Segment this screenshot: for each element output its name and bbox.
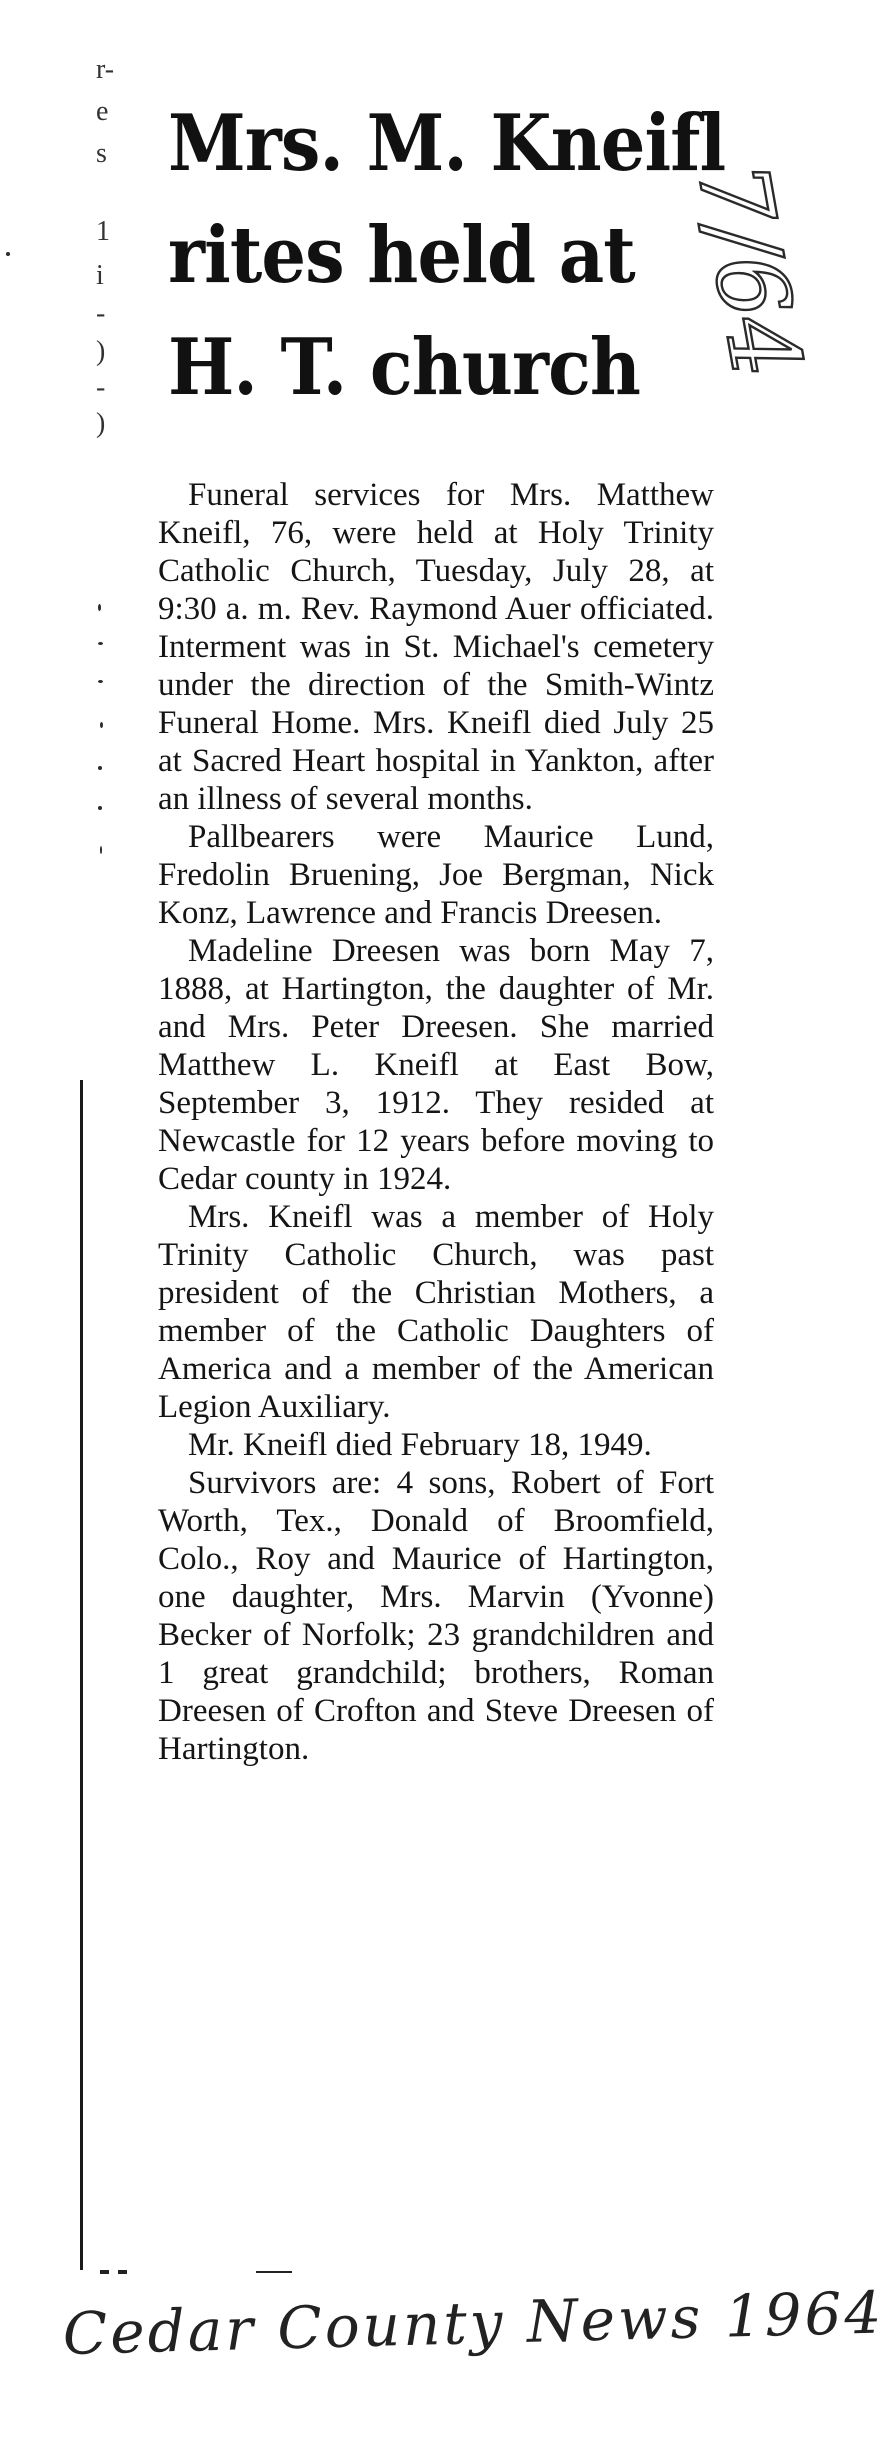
handwritten-date (640, 130, 824, 460)
headline-line: H. T. church (168, 322, 641, 413)
end-marks (96, 2266, 296, 2278)
article-body (158, 476, 714, 1768)
margin-fragment: i (96, 260, 104, 291)
margin-fragment: - (96, 298, 106, 329)
article-paragraph: Funeral services for Mrs. Matthew Kneifl, 76, were held at Holy Trinity Catholic Church, Tuesday, July 28, at 9:30 a. m. Rev. Raymond Auer officiated. Interment was in St. Michael's cemetery under the direction of the Smith-Wintz Funeral Home. Mrs. Kneifl died July 25 at Sacred Heart hospital in Yankton, after an illness of several months. (158, 477, 714, 817)
article-paragraph: Pallbearers were Maurice Lund, Fredolin Bruening, Joe Bergman, Nick Konz, Lawrence and Francis Dreesen. (158, 819, 714, 931)
ink-speck (98, 766, 102, 770)
margin-fragment: e (96, 96, 109, 127)
ink-speck (98, 680, 103, 683)
margin-fragment: ) (96, 336, 106, 367)
article-paragraph: Madeline Dreesen was born May 7, 1888, at Hartington, the daughter of Mr. and Mrs. Peter Dreesen. She married Matthew L. Kneifl at East Bow, September 3, 1912. They resided at Newcastle for 12 years before moving to Cedar county in 1924. (158, 933, 714, 1197)
column-rule (80, 1080, 83, 2270)
margin-fragment: ) (96, 408, 106, 439)
ink-speck (100, 722, 103, 728)
ink-speck (98, 806, 102, 810)
ink-speck (6, 252, 10, 256)
headline-line: Mrs. M. Kneifl (168, 98, 726, 189)
article-paragraph: Mr. Kneifl died February 18, 1949. (188, 1427, 652, 1463)
ink-speck (98, 642, 103, 645)
ink-speck (98, 604, 101, 611)
headline-line: rites held at (168, 210, 635, 301)
margin-fragment: - (96, 372, 106, 403)
ink-speck (100, 846, 102, 854)
margin-fragment: r- (96, 54, 115, 85)
margin-fragment: s (96, 138, 107, 169)
margin-fragment: 1 (96, 216, 110, 247)
handwritten-date-text: 7/64 (675, 154, 824, 387)
headline (168, 88, 726, 424)
article-paragraph: Mrs. Kneifl was a member of Holy Trinity Catholic Church, was past president of the Christian Mothers, a member of the Catholic Daughters of America and a member of the American Legion Auxiliary. (158, 1199, 714, 1425)
article-paragraph: Survivors are: 4 sons, Robert of Fort Worth, Tex., Donald of Broomfield, Colo., Roy and Maurice of Hartington, one daughter, Mrs. Marvin (Yvonne) Becker of Norfolk; 23 grandchildren and 1 great grandchild; brothers, Roman Dreesen of Crofton and Steve Dreesen of Hartington. (158, 1465, 714, 1767)
handwritten-source-note: Cedar County News 1964 (62, 2278, 885, 2368)
